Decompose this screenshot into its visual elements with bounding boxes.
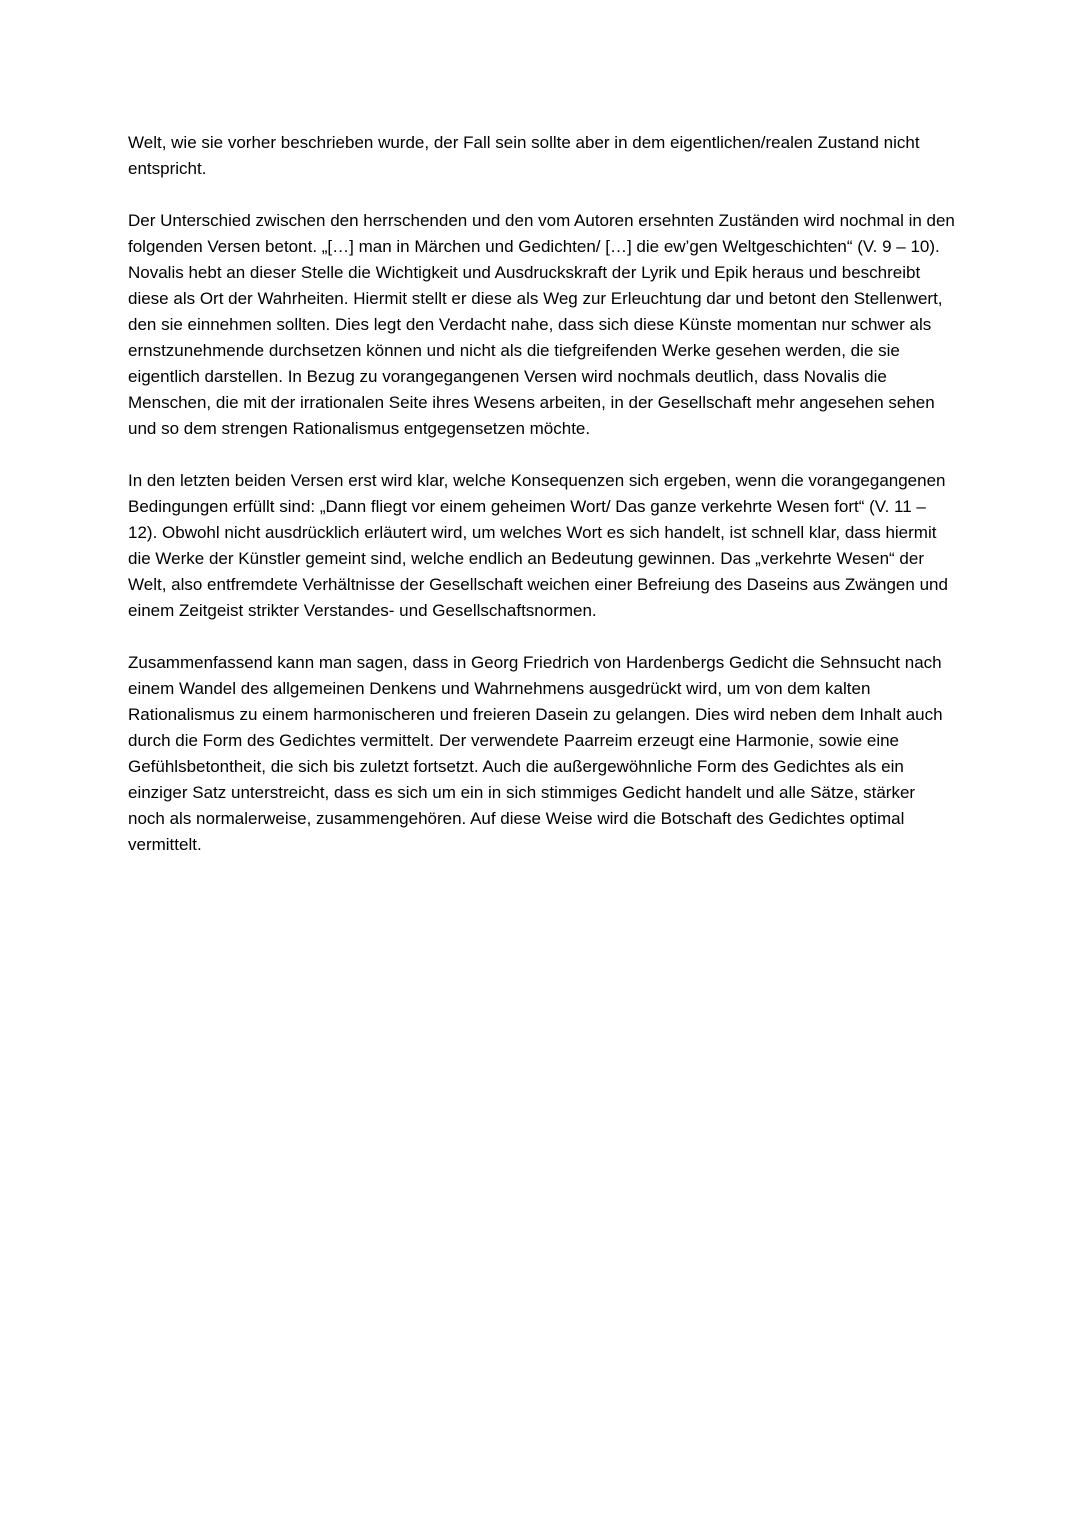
paragraph-conclusion: Zusammenfassend kann man sagen, dass in Georg Friedrich von Hardenbergs Gedicht die Sehnsucht nach einem Wandel des allgemeinen Denkens und Wahrnehmens ausgedrückt wird, um von dem kalten Rationalismus zu einem harmonischeren und freieren Dasein zu gelangen. Dies wird neben dem Inhalt auch durch die Form des Gedichtes vermittelt. Der verwendete Paarreim erzeugt eine Harmonie, sowie eine Gefühlsbetontheit, die sich bis zuletzt fortsetzt. Auch die außergewöhnliche Form des Gedichtes als ein einziger Satz unterstreicht, dass es sich um ein in sich stimmiges Gedicht handelt und alle Sätze, stärker noch als normalerweise, zusammengehören. Auf diese Weise wird die Botschaft des Gedichtes optimal vermittelt. [128,653,943,854]
essay-body [128,130,956,884]
paragraph-continuation: Welt, wie sie vorher beschrieben wurde, der Fall sein sollte aber in dem eigentlichen/realen Zustand nicht entspricht. [128,133,920,178]
paragraph-verse-analysis-9-10: Der Unterschied zwischen den herrschenden und den vom Autoren ersehnten Zuständen wird nochmal in den folgenden Versen betont. „[…] man in Märchen und Gedichten/ […] die ew’gen Weltgeschichten“ (V. 9 – 10). Novalis hebt an dieser Stelle die Wichtigkeit und Ausdruckskraft der Lyrik und Epik heraus und beschreibt diese als Ort der Wahrheiten. Hiermit stellt er diese als Weg zur Erleuchtung dar und betont den Stellenwert, den sie einnehmen sollten. Dies legt den Verdacht nahe, dass sich diese Künste momentan nur schwer als ernstzunehmende durchsetzen können und nicht als die tiefgreifenden Werke gesehen werden, die sie eigentlich darstellen. In Bezug zu vorangegangenen Versen wird nochmals deutlich, dass Novalis die Menschen, die mit der irrationalen Seite ihres Wesens arbeiten, in der Gesellschaft mehr angesehen sehen und so dem strengen Rationalismus entgegensetzen möchte. [128,211,955,438]
paragraph-verse-analysis-11-12: In den letzten beiden Versen erst wird klar, welche Konsequenzen sich ergeben, wenn die vorangegangenen Bedingungen erfüllt sind: „Dann fliegt vor einem geheimen Wort/ Das ganze verkehrte Wesen fort“ (V. 11 – 12). Obwohl nicht ausdrücklich erläutert wird, um welches Wort es sich handelt, ist schnell klar, dass hiermit die Werke der Künstler gemeint sind, welche endlich an Bedeutung gewinnen. Das „verkehrte Wesen“ der Welt, also entfremdete Verhältnisse der Gesellschaft weichen einer Befreiung des Daseins aus Zwängen und einem Zeitgeist strikter Verstandes- und Gesellschaftsnormen. [128,471,948,620]
